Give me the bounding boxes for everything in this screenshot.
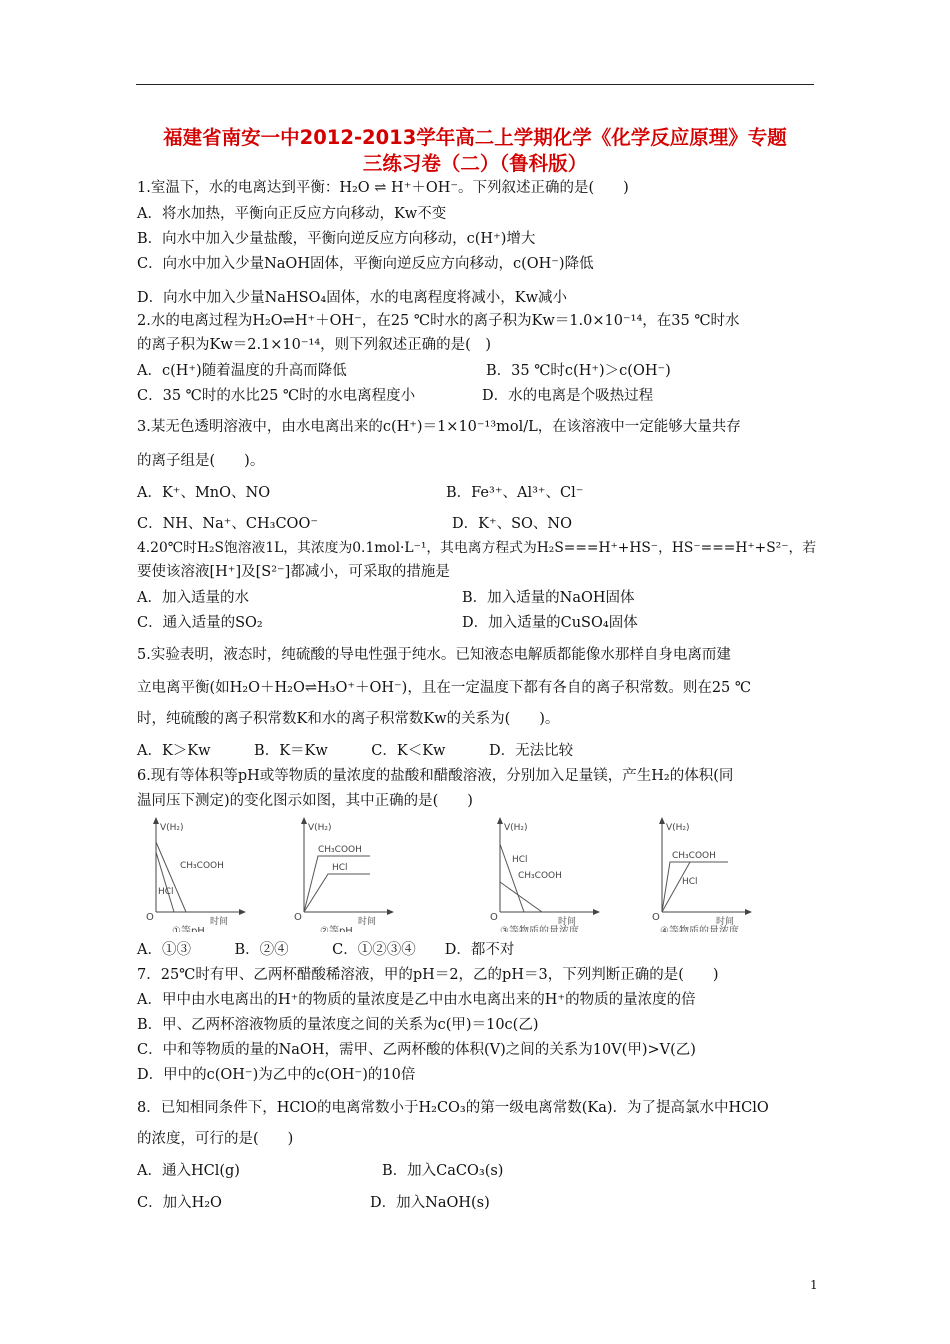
q7-option-b: B．甲、乙两杯溶液物质的量浓度之间的关系为c(甲)＝10c(乙) xyxy=(137,1017,539,1033)
q3-option-d: D．K⁺、SO、NO xyxy=(452,516,573,532)
q2-option-d: D．水的电离是个吸热过程 xyxy=(482,388,654,404)
page-number: 1 xyxy=(810,1278,818,1292)
q6-stem-line2: 温同压下测定)的变化图示如图，其中正确的是( ) xyxy=(137,793,473,809)
q1-option-b: B．向水中加入少量盐酸，平衡向逆反应方向移动，c(H⁺)增大 xyxy=(137,231,536,247)
q2-stem-line2: 的离子积为Kw＝2.1×10⁻¹⁴，则下列叙述正确的是( ) xyxy=(137,337,491,353)
q4-option-c: C．通入适量的SO₂ xyxy=(137,615,263,631)
q8-option-d: D．加入NaOH(s) xyxy=(370,1195,490,1211)
q6-options: A．①③ B．②④ C．①②③④ D．都不对 xyxy=(137,942,515,958)
q1-option-a: A．将水加热，平衡向正反应方向移动，Kw不变 xyxy=(137,206,447,222)
q8-stem-line2: 的浓度，可行的是( ) xyxy=(137,1131,294,1147)
graph-1-xlabel: 时间 xyxy=(210,917,229,927)
q2-stem-line1: 2.水的电离过程为H₂O⇌H⁺＋OH⁻，在25 ℃时水的离子积为Kw＝1.0×10⁻¹⁴，在35 ℃时水 xyxy=(137,313,740,329)
graph-2 xyxy=(288,812,398,936)
q4-option-d: D．加入适量的CuSO₄固体 xyxy=(462,615,638,631)
q7-option-c: C．中和等物质的量的NaOH，需甲、乙两杯酸的体积(V)之间的关系为10V(甲)>V(乙) xyxy=(137,1042,696,1058)
header-rule xyxy=(136,84,814,85)
graph-1-series2-label: HCl xyxy=(158,887,174,897)
graph-1-caption: ①等pH xyxy=(172,926,205,932)
q1-option-d: D．向水中加入少量NaHSO₄固体，水的电离程度将减小，Kw减小 xyxy=(137,290,567,306)
q3-option-c: C．NH、Na⁺、CH₃COO⁻ xyxy=(137,516,318,532)
q4-option-b: B．加入适量的NaOH固体 xyxy=(462,590,635,606)
q3-stem-line2: 的离子组是( )。 xyxy=(137,453,265,469)
q5-stem-line2: 立电离平衡(如H₂O＋H₂O⇌H₃O⁺＋OH⁻)，且在一定温度下都有各自的离子积常数。则在25 ℃ xyxy=(137,680,752,696)
q2-option-b: B．35 ℃时c(H⁺)＞c(OH⁻) xyxy=(486,363,671,379)
graph-1-ylabel: V(H₂) xyxy=(160,823,184,833)
graph-4-xlabel: 时间 xyxy=(716,917,735,927)
graph-4-caption: ④等物质的量浓度 xyxy=(660,926,739,932)
q3-option-b: B．Fe³⁺、Al³⁺、Cl⁻ xyxy=(446,485,584,501)
graph-2-series2-label: HCl xyxy=(332,863,348,873)
q4-stem-line2: 要使该溶液[H⁺]及[S²⁻]都减小，可采取的措施是 xyxy=(137,564,450,580)
q5-options: A．K＞Kw B．K＝Kw C．K＜Kw D．无法比较 xyxy=(137,743,574,759)
q7-option-d: D．甲中的c(OH⁻)为乙中的c(OH⁻)的10倍 xyxy=(137,1067,416,1083)
graph-2-xlabel: 时间 xyxy=(358,917,377,927)
graph-3-series2-label: CH₃COOH xyxy=(518,871,562,881)
q7-option-a: A．甲中由水电离出的H⁺的物质的量浓度是乙中由水电离出来的H⁺的物质的量浓度的倍 xyxy=(137,992,696,1008)
q1-option-c: C．向水中加入少量NaOH固体，平衡向逆反应方向移动，c(OH⁻)降低 xyxy=(137,256,594,272)
graph-3 xyxy=(484,812,614,936)
q5-stem-line3: 时，纯硫酸的离子积常数K和水的离子积常数Kw的关系为( )。 xyxy=(137,711,560,727)
q8-option-b: B．加入CaCO₃(s) xyxy=(382,1163,504,1179)
q3-stem-line1: 3.某无色透明溶液中，由水电离出来的c(H⁺)＝1×10⁻¹³mol/L，在该溶液中一定能够大量共存 xyxy=(137,419,741,435)
q7-stem: 7．25℃时有甲、乙两杯醋酸稀溶液，甲的pH＝2，乙的pH＝3，下列判断正确的是( ) xyxy=(137,967,719,983)
q6-stem-line1: 6.现有等体积等pH或等物质的量浓度的盐酸和醋酸溶液，分别加入足量镁，产生H₂的体积(同 xyxy=(137,768,734,784)
q8-option-c: C．加入H₂O xyxy=(137,1195,222,1211)
graph-2-series1-label: CH₃COOH xyxy=(318,845,362,855)
graph-1-origin: O xyxy=(146,912,154,923)
q3-option-a: A．K⁺、MnO、NO xyxy=(137,485,271,501)
graph-4-series2-label: HCl xyxy=(682,877,698,887)
q4-option-a: A．加入适量的水 xyxy=(137,590,249,606)
graph-3-ylabel: V(H₂) xyxy=(504,823,528,833)
graph-2-origin: O xyxy=(294,912,302,923)
graph-3-caption: ③等物质的量浓度 xyxy=(500,926,579,932)
graph-3-origin: O xyxy=(490,912,498,923)
graph-1-series1-label: CH₃COOH xyxy=(180,861,224,871)
graph-2-ylabel: V(H₂) xyxy=(308,823,332,833)
graph-4-origin: O xyxy=(652,912,660,923)
graph-4 xyxy=(646,812,756,936)
graph-3-xlabel: 时间 xyxy=(558,917,577,927)
graph-1 xyxy=(140,812,250,936)
q8-stem-line1: 8．已知相同条件下，HClO的电离常数小于H₂CO₃的第一级电离常数(Ka)．为了提高氯水中HClO xyxy=(137,1100,769,1116)
document-title-line1: 福建省南安一中2012-2013学年高二上学期化学《化学反应原理》专题 xyxy=(163,126,787,149)
graph-4-series1-label: CH₃COOH xyxy=(672,851,716,861)
graph-4-ylabel: V(H₂) xyxy=(666,823,690,833)
q4-stem-line1: 4.20℃时H₂S饱溶液1L，其浓度为0.1mol·L⁻¹，其电离方程式为H₂S===H⁺+HS⁻，HS⁻===H⁺+S²⁻，若 xyxy=(137,540,817,556)
document-title-line2: 三练习卷（二）（鲁科版） xyxy=(362,152,588,175)
q2-option-c: C．35 ℃时的水比25 ℃时的水电离程度小 xyxy=(137,388,416,404)
graph-2-caption: ②等pH xyxy=(320,926,353,932)
q1-stem: 1.室温下，水的电离达到平衡：H₂O ⇌ H⁺＋OH⁻。下列叙述正确的是( ) xyxy=(137,180,629,196)
q2-option-a: A．c(H⁺)随着温度的升高而降低 xyxy=(137,363,347,379)
q8-option-a: A．通入HCl(g) xyxy=(137,1163,240,1179)
graph-3-series1-label: HCl xyxy=(512,855,528,865)
q5-stem-line1: 5.实验表明，液态时，纯硫酸的导电性强于纯水。已知液态电解质都能像水那样自身电离而建 xyxy=(137,647,731,663)
